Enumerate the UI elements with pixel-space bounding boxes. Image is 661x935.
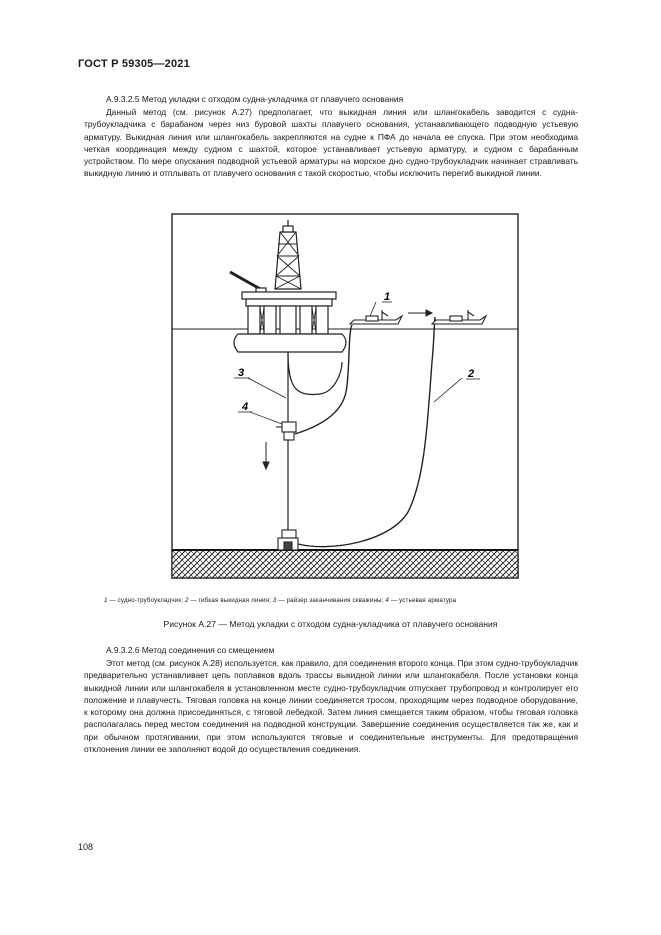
legend-num-3: 3 — [272, 597, 277, 604]
flowline-loop — [288, 352, 342, 395]
section-body-a9325: Данный метод (см. рисунок А.27) предполагает, что выкидная линия или шлангокабель заводится с судна-трубоукладчика с барабаном через низ буровой шахты плавучего основания, устанавливающего подводную устьевую арматуру. Выкидная линия или шлангокабель закрепляются на судне к ПФА до начала ее спуска. При этом необходима четкая координация между судном с шахтой, которое устанавливает устьевую арматуру, и судном с барабанным устройством. По мере опускания подводной устьевой арматуры на морское дно судно-трубоукладчик начинает стравливать выкидную линию и отплывать от плавучего основания с такой скоростью, чтобы исключить перегиб выкидной линии. — [84, 107, 578, 179]
figure-caption: Рисунок А.27 — Метод укладки с отходом судна-укладчика от плавучего основания — [163, 619, 498, 629]
legend-num-2: 2 — [184, 597, 189, 604]
legend-text-4: устьевая арматура — [399, 597, 457, 604]
pipelay-vessel — [350, 310, 402, 324]
section-body-a9326: Этот метод (см. рисунок А.28) используется, как правило, для соединения второго конца. При этом судно-трубоукладчик предварительно устанавливает цепь поплавков вдоль трассы выкидной линии или шлангокабеля. После установки конца выкидной линии или шлангокабеля в установленном месте судно-трубоукладчик отпускает трубопровод и контролирует его положение и плавучесть. Тяговая головка на конце линии соединяется тросом, проходящим через подводное оборудование, к которому она должна присоединяться, с тяговой лебедкой. Затем линия смещается таким образом, чтобы тяговая головка располагалась перед местом соединения на подводной конструкции. Завершение соединения осуществляется так же, как и при обычном протягивании, при этом используются тяговые и соединительные инструменты. Для предотвращения отклонения линии ее заполняют водой до осуществления соединения. — [84, 658, 578, 755]
callout-1: 1 — [384, 291, 391, 303]
pipelay-vessel-moving — [432, 310, 486, 324]
legend-num-4: 4 — [385, 597, 389, 604]
section-heading-a9325: А.9.3.2.5 Метод укладки с отходом судна-укладчика от плавучего основания — [106, 94, 404, 104]
figure-legend: 1 — судно-трубоукладчик; 2 — гибкая выкидная линия; 3 — райзер заканчивания скважины; 4 — устьевая арматура — [104, 597, 457, 604]
direction-arrow-right — [408, 310, 432, 316]
document-header: ГОСТ Р 59305—2021 — [78, 58, 190, 70]
page-number: 108 — [78, 842, 94, 852]
subsea-tree-seabed — [278, 530, 298, 550]
floating-platform — [230, 220, 346, 352]
seabed — [172, 550, 518, 578]
callout-2: 2 — [468, 368, 475, 380]
figure-a27 — [170, 212, 520, 582]
callout-4: 4 — [242, 401, 249, 413]
callout-3: 3 — [238, 367, 245, 379]
section-heading-a9326: А.9.3.2.6 Метод соединения со смещением — [106, 645, 275, 655]
legend-text-1: судно-трубоукладчик; — [117, 597, 184, 604]
legend-text-2: гибкая выкидная линия; — [198, 597, 272, 604]
direction-arrow-down — [263, 442, 269, 469]
subsea-tree-lowering — [276, 422, 296, 440]
legend-text-3: райзер заканчивания скважины; — [286, 597, 384, 604]
figure-drawing — [170, 212, 520, 582]
legend-num-1: 1 — [104, 597, 108, 604]
